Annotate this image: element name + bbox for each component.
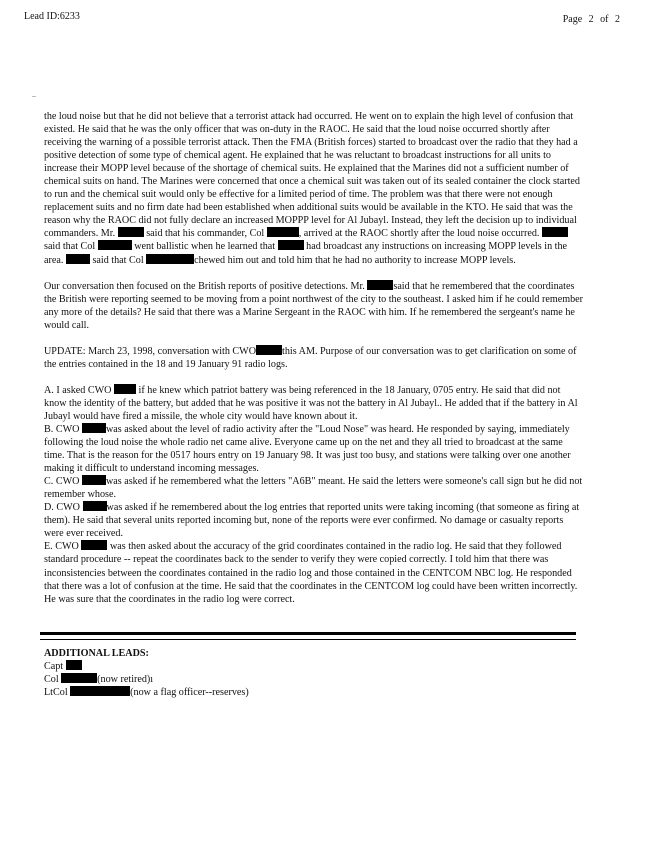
redaction	[81, 540, 107, 550]
lead-col	[44, 673, 249, 686]
item-e	[44, 541, 577, 604]
item-a	[44, 385, 578, 422]
item-d	[44, 502, 579, 539]
text: LtCol	[44, 687, 68, 698]
redaction	[61, 673, 97, 683]
text: this AM. Purpose of our conversation was to get clarification on some of the entries contained in the 18 and 19 January 91 radio logs.	[44, 345, 577, 370]
redaction	[70, 686, 130, 696]
text: said that Col	[92, 254, 144, 266]
redaction	[278, 240, 304, 250]
item-b	[44, 424, 571, 474]
paragraph-british-detections	[44, 280, 584, 332]
text: C. CWO	[44, 476, 80, 488]
text: A. I asked CWO	[44, 384, 112, 396]
item-c	[44, 476, 582, 500]
text: the loud noise but that he did not believe that a terrorist attack had occurred. He went on to explain the high level of confusion that existed. He said that he was the only officer that was on-duty in the RAOC. He said that the loud noise occurred shortly after receiving the warning of a possible terrorist attack. Then the FMA (British forces) started to broadcast over the radio that they had a positive detection of some type of chemical agent. He explained that he was reluctant to broadcast instructions for all units to increase their MOPP level because of the shortage of chemical suits. He explained that the Marines did not a sufficient number of chemical suits on hand. The Marines were concerned that once a chemical suit was taken out of its sealed container the clock started to run and the chemical suit would only be effective for a limited period of time. The problem was that there were not enough replacement suits and no firm date had been established when additional suits would be available in the KTO. He said that was the reason why the RAOC did not fully declare an increased MOPPP level for Al Jubayl. Instead, they left the decision up to individual commanders. Mr.	[44, 111, 580, 240]
text: UPDATE: March 23, 1998, conversation with CWO	[44, 345, 257, 357]
redaction	[256, 345, 282, 355]
text: was then asked about the accuracy of the grid coordinates contained in the radio log. He said that they followed standard procedure -- repeat the coordinates back to the sender to verify they were copied correctly. I told him that there was inconsistencies between the coordinates contained in the radio log and those contained in the CENTCOM NBC log. He responded that there was a lot of confusion at the time. He said that the coordinates in the CENTCOM log could have been written incorrectly. He was sure that the coordinates in the radio log were correct.	[44, 541, 578, 605]
lead-capt	[44, 660, 249, 673]
redaction	[66, 254, 90, 264]
redaction	[66, 660, 82, 670]
text: B. CWO	[44, 423, 80, 435]
scan-mark	[32, 96, 36, 97]
paragraph-questions	[44, 384, 584, 606]
additional-leads	[44, 647, 249, 699]
text: E. CWO	[44, 541, 79, 553]
redaction	[82, 475, 106, 485]
text: (now a flag officer--reserves)	[130, 687, 249, 698]
redaction	[118, 227, 144, 237]
redaction	[267, 227, 299, 237]
leads-title: ADDITIONAL LEADS:	[44, 648, 149, 659]
lead-ltcol	[44, 686, 249, 699]
text: said that he remembered that the coordinates the British were reporting seemed to be moving from a point northwest of the city to the southeast. I asked him if he could remember any more of the details? He said that there was a Marine Sergeant in the RAOC with him. If he remembered the sergeant's name he would call.	[44, 280, 584, 331]
text: was asked if he remembered what the letters "A6B" meant. He said the letters were someone's call sign but he did not remember whose.	[44, 476, 583, 501]
text: Our conversation then focused on the British reports of positive detections. Mr.	[44, 280, 365, 292]
paragraph-update	[44, 345, 584, 371]
text: said that Col	[44, 241, 96, 253]
redaction	[82, 423, 106, 433]
redaction	[367, 280, 393, 290]
text: said that his commander, Col	[146, 228, 265, 240]
redaction	[98, 240, 132, 250]
redaction	[83, 501, 107, 511]
redaction	[146, 254, 194, 264]
text: D. CWO	[44, 502, 80, 514]
text: (now retired)ı	[97, 674, 154, 685]
document-body	[44, 110, 584, 606]
redaction	[114, 384, 136, 394]
text: was asked about the level of radio activity after the "Loud Nose" was heard. He responded by saying, immediately following the loud noise the whole radio net came alive. Everyone came up on the net and they all tried to broadcast at the same time. That is the reason for the 0517 hours entry on 19 January 98. It was just too busy, and stations were talking over one another making it difficult to understand incoming messages.	[44, 423, 571, 475]
redaction	[542, 227, 568, 237]
lead-id: Lead ID:6233	[24, 11, 80, 22]
section-divider	[40, 632, 576, 635]
text: had broadcast any instructions on increasing MOPP levels in the area.	[44, 241, 568, 266]
text: Capt	[44, 661, 64, 672]
text: chewed him out and told him that he had no authority to increase MOPP levels.	[194, 254, 516, 266]
text: if he knew which patriot battery was being referenced in the 18 January, 0705 entry. He said that did not know the identity of the battery, but added that he was positive it was not the battery in Al Jubayl.. He added that if the battery in Al Jubayl would have fired a missile, the whole city would have known about it.	[44, 384, 578, 422]
page-number: Page 2 of 2	[562, 14, 620, 25]
text: was asked if he remembered about the log entries that reported units were taking incoming (that someone as firing at them). He said that several units reported incoming but, none of the reports were ever confirmed. No damage or casualty reports were ever received.	[44, 502, 580, 540]
section-divider-thin	[40, 639, 576, 640]
paragraph-radio-confusion	[44, 110, 584, 267]
text: went ballistic when he learned that	[134, 241, 276, 253]
text: , arrived at the RAOC shortly after the loud noise occurred.	[298, 228, 540, 240]
text: Col	[44, 674, 59, 685]
